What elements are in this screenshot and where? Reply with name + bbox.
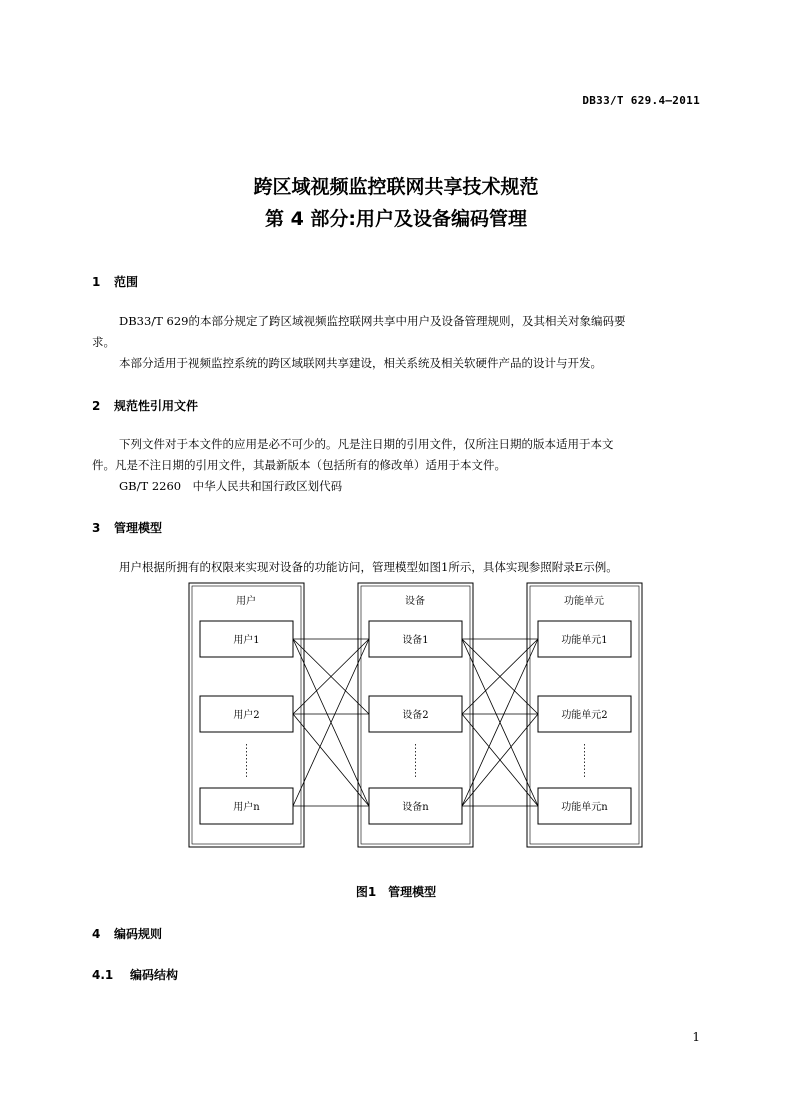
node-user-1 xyxy=(200,621,293,657)
paragraph-line: DB33/T 629的本部分规定了跨区域视频监控联网共享中用户及设备管理规则，及其相关对象编码要 xyxy=(119,314,626,328)
node-label: 设备1 xyxy=(402,635,429,646)
figure-caption: 图1 管理模型 xyxy=(355,885,437,899)
section-title: 编码规则 xyxy=(114,927,163,941)
page-title-line2: 第 4 部分:用户及设备编码管理 xyxy=(264,208,528,230)
section-number: 3 xyxy=(92,521,101,535)
section-title: 范围 xyxy=(114,275,139,289)
section-title: 编码结构 xyxy=(130,968,179,982)
node-unit-2 xyxy=(538,696,631,732)
group-title-devices: 设备 xyxy=(405,596,425,607)
section-number: 4.1 xyxy=(92,968,114,982)
node-device-2 xyxy=(369,696,462,732)
section-number: 4 xyxy=(92,927,101,941)
page-number: 1 xyxy=(692,1030,700,1044)
node-label: 用户2 xyxy=(233,710,260,721)
node-device-1 xyxy=(369,621,462,657)
node-label: 功能单元n xyxy=(561,802,608,813)
group-title-users: 用户 xyxy=(236,596,256,607)
reference-item: GB/T 2260 中华人民共和国行政区划代码 xyxy=(119,479,343,493)
paragraph-line: 用户根据所拥有的权限来实现对设备的功能访问，管理模型如图1所示，具体实现参照附录E示例。 xyxy=(119,560,618,574)
group-title-units: 功能单元 xyxy=(564,596,604,607)
paragraph-line: 求。 xyxy=(92,335,115,349)
node-label: 设备2 xyxy=(402,710,429,721)
section-heading-coding-rules xyxy=(92,925,162,942)
node-unit-1 xyxy=(538,621,631,657)
section-title: 管理模型 xyxy=(114,521,163,535)
node-label: 设备n xyxy=(402,802,429,813)
page-title-line1: 跨区域视频监控联网共享技术规范 xyxy=(253,176,539,198)
section-number: 1 xyxy=(92,275,101,289)
section-heading-coding-structure xyxy=(92,966,178,983)
node-user-n xyxy=(200,788,293,824)
paragraph-line: 本部分适用于视频监控系统的跨区域联网共享建设，相关系统及相关软硬件产品的设计与开发。 xyxy=(119,356,602,370)
node-device-n xyxy=(369,788,462,824)
node-label: 功能单元2 xyxy=(561,710,608,721)
node-user-2 xyxy=(200,696,293,732)
section-number: 2 xyxy=(92,399,101,413)
paragraph-line: 下列文件对于本文件的应用是必不可少的。凡是注日期的引用文件，仅所注日期的版本适用于本文 xyxy=(119,437,614,451)
paragraph-line: 件。凡是不注日期的引用文件，其最新版本（包括所有的修改单）适用于本文件。 xyxy=(92,458,506,472)
node-label: 功能单元1 xyxy=(561,635,608,646)
document-number: DB33/T 629.4—2011 xyxy=(582,94,700,107)
section-title: 规范性引用文件 xyxy=(114,399,199,413)
node-unit-n xyxy=(538,788,631,824)
node-label: 用户n xyxy=(233,802,260,813)
node-label: 用户1 xyxy=(233,635,260,646)
